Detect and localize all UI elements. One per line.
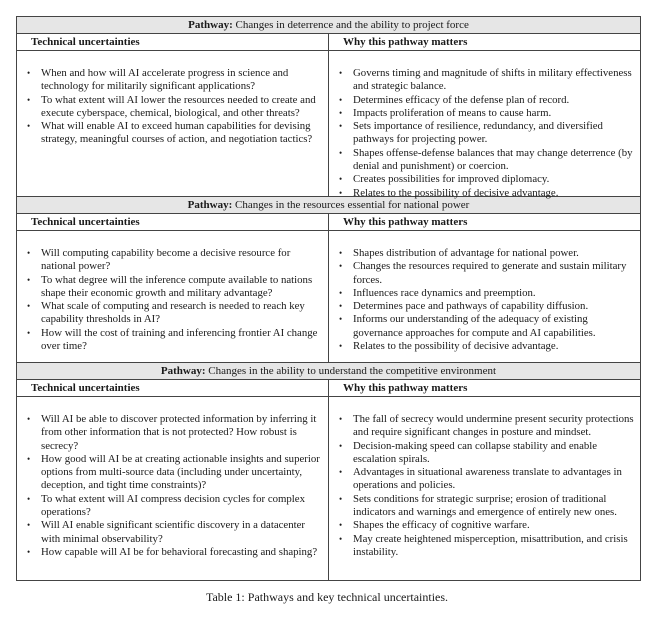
matters-item: • The fall of secrecy would undermine present security protections and require significant changes in posture and mindset.	[353, 413, 634, 440]
uncertainties-cell	[17, 231, 329, 362]
pathway-title: Changes in the ability to understand the competitive environment	[208, 365, 497, 377]
uncertainty-item: • To what extent will AI compress decision cycles for complex operations?	[41, 493, 322, 520]
pathways-table	[16, 16, 641, 581]
column-header-row	[17, 380, 640, 397]
matters-item: • Shapes distribution of advantage for national power.	[353, 247, 634, 260]
uncertainty-item: • How good will AI be at creating actionable insights and superior options from multi-source data (including under uncertainty, deception, and tight time constraints)?	[41, 453, 322, 493]
uncertainty-item: • How will the cost of training and inferencing frontier AI change over time?	[41, 327, 322, 354]
header-technical-uncertainties: Technical uncertainties	[17, 34, 329, 50]
uncertainty-item: • What scale of computing and research is needed to reach key capability thresholds in AI?	[41, 300, 322, 327]
matters-item: • Shapes the efficacy of cognitive warfare.	[353, 519, 634, 532]
matters-item: • Impacts proliferation of means to cause harm.	[353, 107, 634, 120]
pathway-label: Pathway:	[187, 199, 233, 211]
table-section	[17, 17, 640, 199]
matters-item: • Relates to the possibility of decisive advantage.	[353, 187, 634, 200]
pathway-row	[17, 362, 640, 380]
uncertainty-item: • Will AI be able to discover protected information by inferring it from other information that is not protected? How robust is secrecy?	[41, 413, 322, 453]
pathway-title: Changes in deterrence and the ability to project force	[235, 19, 469, 31]
section-body	[17, 51, 640, 199]
header-why-pathway-matters: Why this pathway matters	[343, 216, 468, 228]
matters-item: • Sets importance of resilience, redundancy, and diversified pathways for projecting power.	[353, 120, 634, 147]
pathway-label: Pathway:	[160, 365, 206, 377]
matters-item: • Informs our understanding of the adequacy of existing governance approaches for compute and AI capabilities.	[353, 313, 634, 340]
column-header-row	[17, 34, 640, 51]
matters-cell	[329, 231, 640, 362]
matters-item: • May create heightened misperception, misattribution, and crisis instability.	[353, 533, 634, 560]
matters-item: • Shapes offense-defense balances that may change deterrence (by denial and punishment) or coercion.	[353, 147, 634, 174]
pathway-title: Changes in the resources essential for national power	[235, 199, 470, 211]
matters-item: • Governs timing and magnitude of shifts in military effectiveness and strategic balance.	[353, 67, 634, 94]
matters-cell	[329, 397, 640, 580]
section-body	[17, 397, 640, 580]
matters-item: • Relates to the possibility of decisive advantage.	[353, 340, 634, 353]
matters-item: • Changes the resources required to generate and sustain military forces.	[353, 260, 634, 287]
matters-list	[329, 51, 640, 200]
uncertainties-cell	[17, 51, 329, 196]
uncertainties-list	[17, 51, 328, 147]
table-caption: Table 1: Pathways and key technical uncertainties.	[205, 590, 449, 604]
matters-item: • Influences race dynamics and preemption.	[353, 287, 634, 300]
matters-list	[329, 231, 640, 353]
table-section	[17, 362, 640, 580]
uncertainty-item: • Will computing capability become a decisive resource for national power?	[41, 247, 322, 274]
uncertainty-item: • Will AI enable significant scientific discovery in a datacenter with minimal observability?	[41, 519, 322, 546]
uncertainty-item: • To what degree will the inference compute available to nations shape their economic growth and military advantage?	[41, 274, 322, 301]
pathway-label: Pathway:	[188, 19, 233, 31]
column-header-row	[17, 214, 640, 231]
uncertainty-item: • How capable will AI be for behavioral forecasting and shaping?	[41, 546, 322, 559]
matters-item: • Determines efficacy of the defense plan of record.	[353, 94, 634, 107]
matters-item: • Decision-making speed can collapse stability and enable escalation spirals.	[353, 440, 634, 467]
uncertainties-list	[17, 397, 328, 559]
table-section	[17, 196, 640, 362]
matters-item: • Advantages in situational awareness translate to advantages in operations and policies.	[353, 466, 634, 493]
matters-cell	[329, 51, 640, 199]
section-body	[17, 231, 640, 362]
matters-list	[329, 397, 640, 559]
matters-item: • Creates possibilities for improved diplomacy.	[353, 173, 634, 186]
uncertainties-list	[17, 231, 328, 353]
uncertainty-item: • When and how will AI accelerate progress in science and technology for militarily significant applications?	[41, 67, 322, 94]
uncertainties-cell	[17, 397, 329, 580]
uncertainty-item: • To what extent will AI lower the resources needed to create and execute cyberspace, chemical, biological, and other threats?	[41, 94, 322, 121]
header-why-pathway-matters: Why this pathway matters	[343, 36, 468, 48]
uncertainty-item: • What will enable AI to exceed human capabilities for devising strategy, meaningful courses of action, and negotiation tactics?	[41, 120, 322, 147]
pathway-row	[17, 17, 640, 34]
header-why-pathway-matters: Why this pathway matters	[343, 382, 468, 394]
header-technical-uncertainties: Technical uncertainties	[17, 380, 329, 396]
header-technical-uncertainties: Technical uncertainties	[17, 214, 329, 230]
matters-item: • Determines pace and pathways of capability diffusion.	[353, 300, 634, 313]
matters-item: • Sets conditions for strategic surprise; erosion of traditional indicators and warnings and emergence of entirely new ones.	[353, 493, 634, 520]
